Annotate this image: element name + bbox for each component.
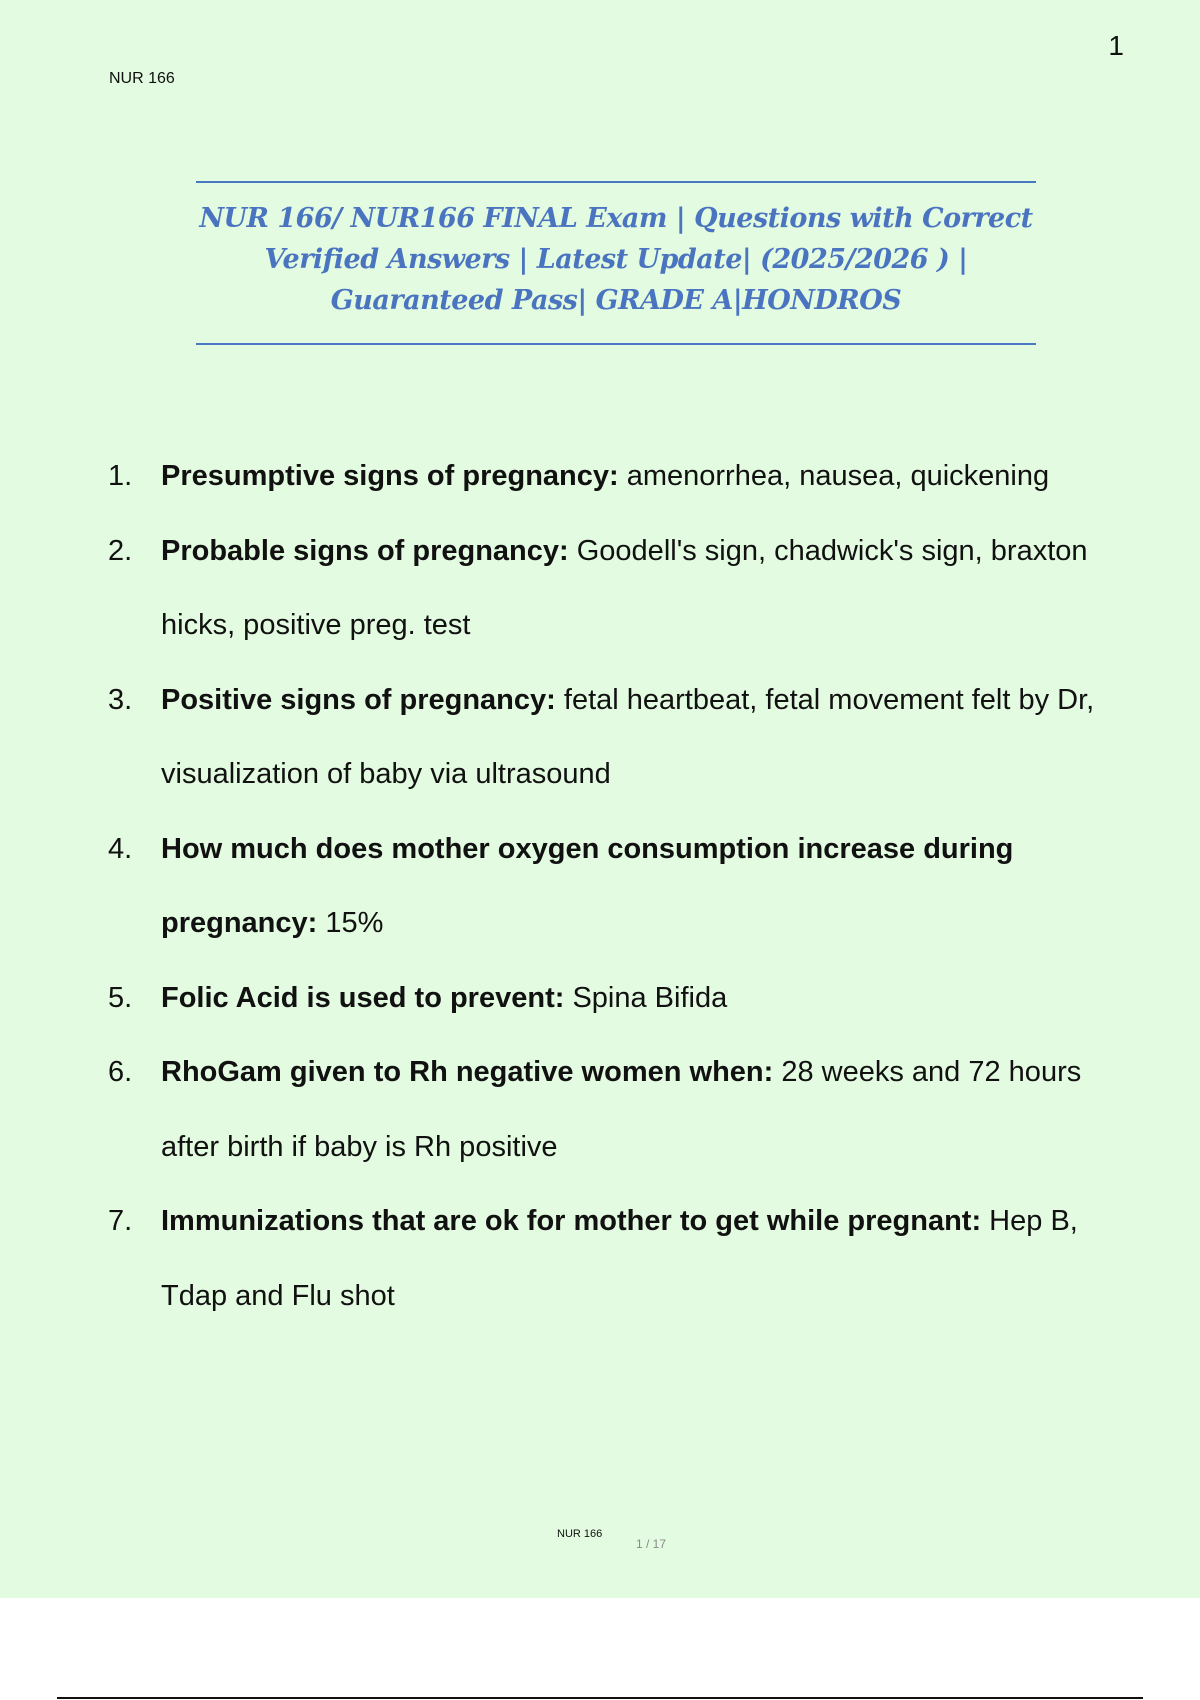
page-number: 1 <box>1108 30 1124 61</box>
list-item <box>0 961 1200 1036</box>
question-list <box>0 439 1200 1333</box>
item-number: 1. <box>108 460 133 492</box>
list-item <box>0 1184 1200 1333</box>
item-number: 6. <box>108 1056 133 1088</box>
item-number: 7. <box>108 1205 133 1237</box>
list-item <box>0 1035 1200 1184</box>
title-line-2: Verified Answers | Latest Update| (2025/2026 ) | <box>264 244 968 275</box>
item-question: RhoGam given to Rh negative women when: <box>161 1056 774 1088</box>
list-item <box>0 514 1200 663</box>
item-answer: 15% <box>317 907 384 939</box>
item-answer: fetal heartbeat, fetal movement felt by Dr, visualization of baby via ultrasound <box>161 683 1095 790</box>
title-top-rule <box>196 181 1036 183</box>
footer-page-indicator: 1 / 17 <box>636 1537 667 1551</box>
item-answer: amenorrhea, nausea, quickening <box>618 460 1050 492</box>
footer-course-code: NUR 166 <box>557 1528 603 1540</box>
item-question: Probable signs of pregnancy: <box>161 534 569 567</box>
item-answer: 28 weeks and 72 hours after birth if baby is Rh positive <box>161 1056 1082 1163</box>
item-number: 3. <box>108 683 133 716</box>
item-answer: Spina Bifida <box>564 981 728 1014</box>
item-answer: Goodell's sign, chadwick's sign, braxton hicks, positive preg. test <box>161 534 1088 641</box>
item-question: Positive signs of pregnancy: <box>161 683 556 716</box>
title-line-1: NUR 166/ NUR166 FINAL Exam | Questions with Correct <box>199 203 1033 234</box>
item-number: 5. <box>108 981 133 1014</box>
document-title <box>196 198 1036 321</box>
item-question: Presumptive signs of pregnancy: <box>161 460 619 492</box>
item-question: How much does mother oxygen consumption increase during pregnancy: <box>161 832 1014 939</box>
title-line-3: Guaranteed Pass| GRADE A|HONDROS <box>330 285 902 316</box>
item-number: 2. <box>108 534 133 567</box>
item-number: 4. <box>108 832 133 865</box>
title-bottom-rule <box>196 343 1036 345</box>
next-page-top-rule <box>57 1697 1143 1699</box>
list-item <box>0 663 1200 812</box>
list-item <box>0 812 1200 961</box>
item-question: Folic Acid is used to prevent: <box>161 981 565 1014</box>
item-answer: Hep B, Tdap and Flu shot <box>161 1205 1078 1312</box>
item-question: Immunizations that are ok for mother to get while pregnant: <box>161 1205 982 1237</box>
header-course-code: NUR 166 <box>109 70 175 87</box>
list-item <box>0 439 1200 514</box>
